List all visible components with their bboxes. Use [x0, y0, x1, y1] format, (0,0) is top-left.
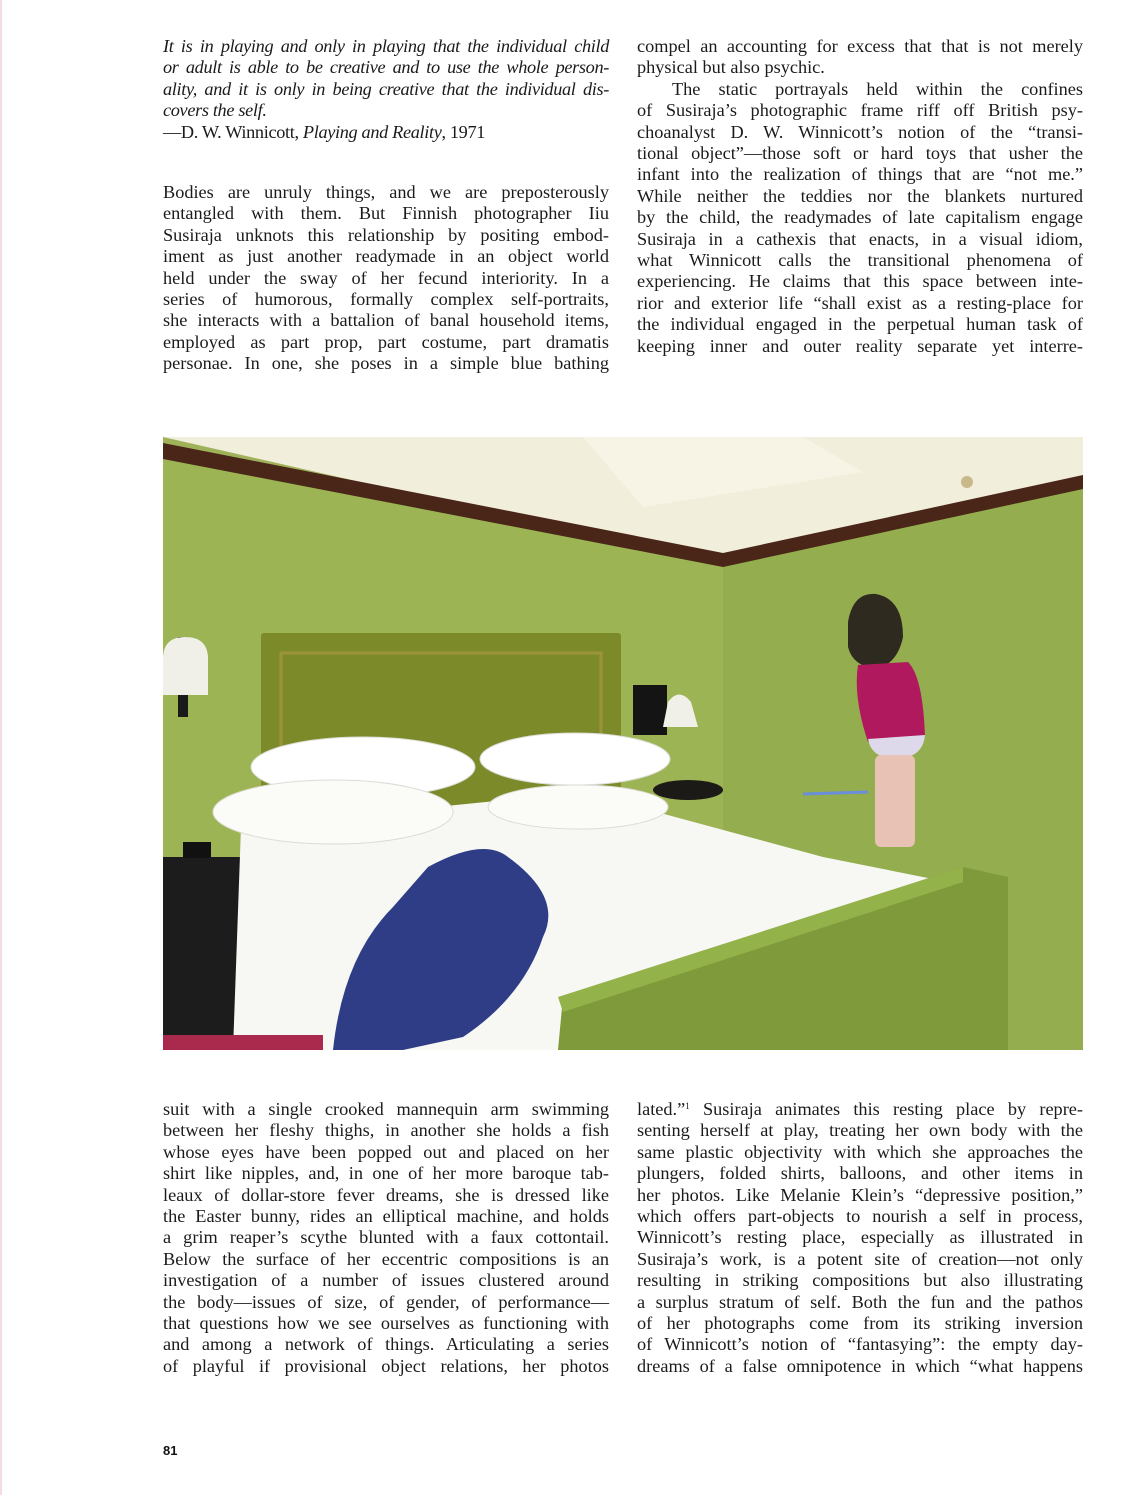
wall-lamp-shade-left [163, 637, 208, 695]
body-line: and among a network of things. Articulating a series [163, 1334, 609, 1355]
body-line: of playful if provisional object relations, her photos [163, 1355, 609, 1376]
body-line: employed as part prop, part costume, part dramatis [163, 331, 609, 352]
attribution-book-title: Playing and Reality [302, 121, 442, 142]
body-line: tional object”—those soft or hard toys that usher the [637, 143, 1083, 164]
pillow [480, 733, 670, 785]
body-line: Susiraja in a cathexis that enacts, in a visual idiom, [637, 228, 1083, 249]
body-line: whose eyes have been popped out and placed on her [163, 1141, 609, 1162]
body-line: While neither the teddies nor the blankets nurtured [637, 185, 1083, 206]
body-line: Susiraja unknots this relationship by positing embod- [163, 224, 609, 245]
body-line: iment as just another readymade in an object world [163, 246, 609, 267]
footnote-reference[interactable]: 1 [685, 1101, 690, 1111]
pillow [488, 785, 668, 829]
body-line: investigation of a number of issues clustered around [163, 1270, 609, 1291]
body-line: series of humorous, formally complex self-portraits, [163, 289, 609, 310]
flyswatter [803, 792, 868, 794]
body-line: resulting in striking compositions but also illustrating [637, 1270, 1083, 1291]
magenta-shirt [857, 662, 925, 742]
legs [875, 755, 915, 847]
body-line: of her photographs come from its striking inversion [637, 1313, 1083, 1334]
body-line: she interacts with a battalion of banal household items, [163, 310, 609, 331]
body-line: her photos. Like Melanie Klein’s “depressive position,” [637, 1184, 1083, 1205]
attribution-year: , 1971 [441, 121, 486, 142]
body-line: the individual engaged in the perpetual human task of [637, 314, 1083, 335]
body-line: Below the surface of her eccentric compositions is an [163, 1248, 609, 1269]
attribution-author: —D. W. Winnicott, [163, 121, 303, 142]
body-line: which offers part-objects to nourish a self in process, [637, 1206, 1083, 1227]
body-line: keeping inner and outer reality separate yet interre- [637, 335, 1083, 356]
body-line: that questions how we see ourselves as functioning with [163, 1313, 609, 1334]
body-line: personae. In one, she poses in a simple blue bathing [163, 353, 609, 374]
body-line: suit with a single crooked mannequin arm swimming [163, 1099, 609, 1119]
body-line: of Winnicott’s notion of “fantasying”: the empty day- [637, 1334, 1083, 1355]
body-line: what Winnicott calls the transitional phenomena of [637, 250, 1083, 271]
epigraph-attribution [163, 122, 609, 143]
body-line: The static portrayals held within the confines [672, 78, 1083, 99]
body-line: the Easter bunny, rides an elliptical machine, and holds [163, 1206, 609, 1227]
body-line: plungers, folded shirts, balloons, and other items in [637, 1163, 1083, 1184]
epigraph-line: ality, and it is only in being creative that the individual dis- [163, 78, 609, 99]
line-continuation: Susiraja animates this resting place by repre- [689, 1099, 1083, 1119]
body-line: experiencing. He claims that this space between inte- [637, 271, 1083, 292]
page-number: 81 [163, 1443, 178, 1458]
body-column-left-top [163, 182, 609, 375]
body-line: held under the sway of her fecund interiority. In a [163, 267, 609, 288]
photograph-bedroom-self-portrait [163, 437, 1083, 1050]
body-line: the body—issues of size, of gender, of performance— [163, 1291, 609, 1312]
body-column-right-bottom [637, 1099, 1083, 1377]
body-line: physical but also psychic. [637, 57, 825, 78]
epigraph-line: covers the self. [163, 100, 267, 121]
photo-illustration [163, 437, 1083, 1050]
quote-close: lated.” [637, 1099, 686, 1119]
rug [163, 1035, 323, 1050]
body-line: Winnicott’s resting place, especially as illustrated in [637, 1227, 1083, 1248]
body-line [637, 1099, 1083, 1120]
body-column-right-top [637, 36, 1083, 357]
body-line: a surplus stratum of self. Both the fun and the pathos [637, 1291, 1083, 1312]
body-line: a grim reaper’s scythe blunted with a faux cottontail. [163, 1227, 609, 1248]
body-line: between her fleshy thighs, in another she holds a fish [163, 1120, 609, 1141]
body-line: same plastic objectivity with which she approaches the [637, 1141, 1083, 1162]
body-line: choanalyst D. W. Winnicott’s notion of the “transi- [637, 121, 1083, 142]
epigraph-line: or adult is able to be creative and to use the whole person- [163, 57, 609, 78]
body-line: shirt like nipples, and, in one of her more baroque tab- [163, 1163, 609, 1184]
body-line: Bodies are unruly things, and we are preposterously [163, 182, 609, 202]
side-table [653, 780, 723, 800]
body-column-left-bottom [163, 1099, 609, 1377]
epigraph [163, 36, 609, 143]
pillow [213, 780, 453, 844]
body-line: entangled with them. But Finnish photographer Iiu [163, 203, 609, 224]
body-line: leaux of dollar-store fever dreams, she is dressed like [163, 1184, 609, 1205]
body-line: dreams of a false omnipotence in which “what happens [637, 1355, 1083, 1376]
body-line: Susiraja’s work, is a potent site of creation—not only [637, 1248, 1083, 1269]
body-line: senting herself at play, treating her own body with the [637, 1120, 1083, 1141]
body-line: compel an accounting for excess that that is not merely [637, 36, 1083, 56]
body-line: by the child, the readymades of late capitalism engage [637, 207, 1083, 228]
page-edge [0, 0, 2, 1495]
body-line: infant into the realization of things that are “not me.” [637, 164, 1083, 185]
epigraph-line: It is in playing and only in playing that the individual child [163, 36, 609, 56]
body-line: of Susiraja’s photographic frame riff off British psy- [637, 100, 1083, 121]
smoke-detector [961, 476, 973, 488]
alarm-clock [183, 842, 211, 858]
body-line: rior and exterior life “shall exist as a resting-place for [637, 292, 1083, 313]
wall-lamp-arm-right [633, 685, 667, 735]
